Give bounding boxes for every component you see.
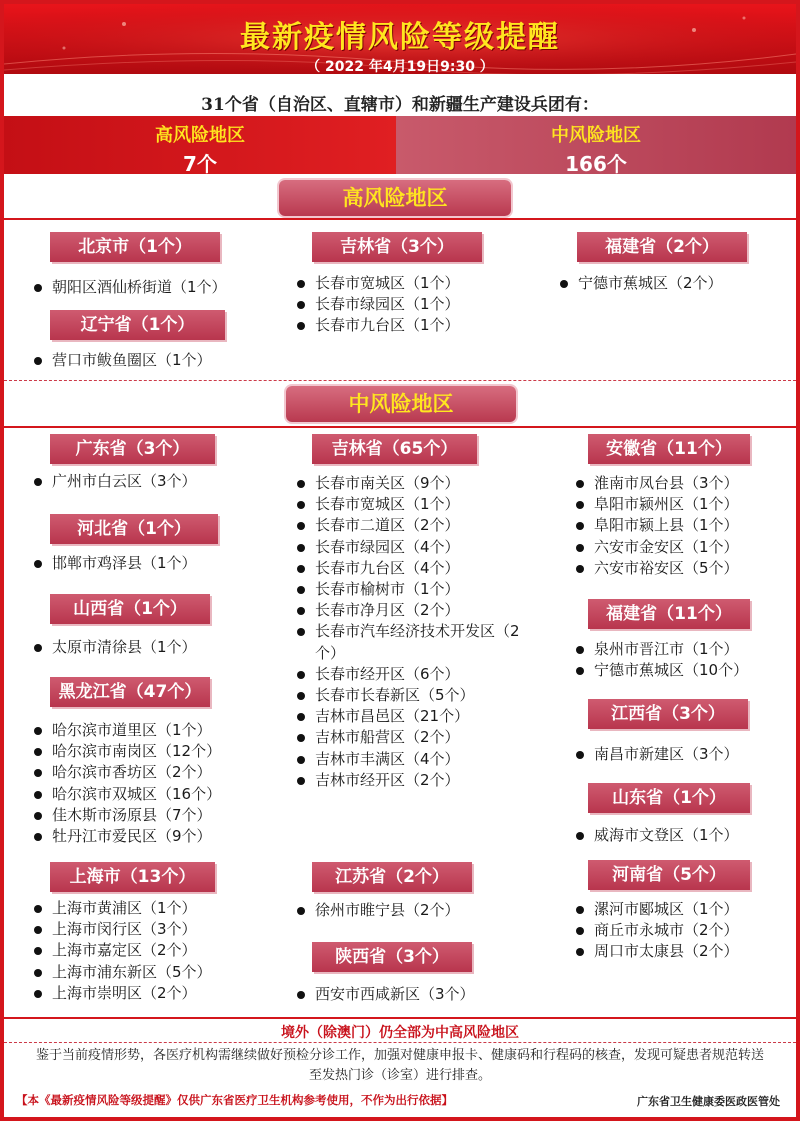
list-item: 太原市清徐县（1个）: [30, 637, 280, 658]
list-item: 上海市闵行区（3个）: [30, 919, 280, 940]
province-shandong: 山东省（1个）: [588, 783, 750, 813]
area-list-hebei: [30, 553, 280, 574]
section-divider: [4, 1017, 796, 1019]
overseas-notice: 境外（除澳门）仍全部为中高风险地区: [281, 1025, 519, 1041]
high-risk-summary-label: 高风险地区: [155, 125, 245, 146]
issuer: 广东省卫生健康委医政医管处: [637, 1095, 780, 1108]
list-item: 长春市宽城区（1个）: [293, 494, 533, 515]
guidance-notice: 鉴于当前疫情形势，各医疗机构需继续做好预检分诊工作，加强对健康申报卡、健康码和行程码的核查，发现可疑患者规范转送至发热门诊（诊室）进行排查。: [35, 1048, 764, 1083]
list-item: 商丘市永城市（2个）: [572, 920, 792, 941]
update-time: （ 2022 年4月19日9:30 ）: [306, 59, 494, 74]
list-item: 南昌市新建区（3个）: [572, 744, 792, 765]
list-item: 徐州市睢宁县（2个）: [293, 900, 533, 921]
list-item: 佳木斯市汤原县（7个）: [30, 805, 280, 826]
summary-subtitle: 31个省（自治区、直辖市）和新疆生产建设兵团有：: [201, 95, 599, 115]
page-title: 最新疫情风险等级提醒: [240, 20, 560, 55]
area-list-jilin-high: [293, 273, 543, 337]
list-item: 六安市金安区（1个）: [572, 537, 792, 558]
list-item: 长春市绿园区（1个）: [293, 294, 543, 315]
list-item: 长春市南关区（9个）: [293, 473, 533, 494]
list-item: 牡丹江市爱民区（9个）: [30, 826, 280, 847]
header-banner: [4, 4, 796, 74]
list-item: 长春市九台区（4个）: [293, 558, 533, 579]
area-list-anhui: [572, 473, 792, 579]
list-item: 吉林市经开区（2个）: [293, 770, 533, 791]
province-anhui: 安徽省（11个）: [588, 434, 750, 464]
area-list-liaoning: [30, 350, 280, 371]
area-list-henan: [572, 899, 792, 963]
medium-risk-summary: [396, 116, 796, 174]
province-fujian-medium: 福建省（11个）: [588, 599, 750, 629]
list-item: 宁德市蕉城区（2个）: [556, 273, 786, 294]
area-list-shanxi: [30, 637, 280, 658]
section-divider: [4, 218, 796, 220]
list-item: 上海市崇明区（2个）: [30, 983, 280, 1004]
list-item: 吉林市昌邑区（21个）: [293, 706, 533, 727]
list-item: 阜阳市颍州区（1个）: [572, 494, 792, 515]
area-list-jilin-medium: [293, 473, 533, 791]
high-risk-section-title: 高风险地区: [279, 180, 511, 216]
area-list-beijing: [30, 277, 280, 298]
area-list-fujian-high: [556, 273, 786, 294]
province-shanxi: 山西省（1个）: [50, 594, 210, 624]
section-divider: [4, 426, 796, 428]
list-item: 吉林市船营区（2个）: [293, 727, 533, 748]
list-item: 营口市鲅鱼圈区（1个）: [30, 350, 280, 371]
list-item: 上海市嘉定区（2个）: [30, 940, 280, 961]
list-item: 上海市浦东新区（5个）: [30, 962, 280, 983]
area-list-jiangsu: [293, 900, 533, 921]
area-list-shandong: [572, 825, 792, 846]
list-item: 长春市二道区（2个）: [293, 515, 533, 536]
list-item: 长春市净月区（2个）: [293, 600, 533, 621]
area-list-guangdong: [30, 471, 280, 492]
section-divider: [4, 380, 796, 381]
list-item: 哈尔滨市道里区（1个）: [30, 720, 280, 741]
list-item: 长春市汽车经济技术开发区（2个）: [293, 621, 533, 663]
province-shaanxi: 陕西省（3个）: [312, 942, 472, 972]
list-item: 吉林市丰满区（4个）: [293, 749, 533, 770]
province-fujian-high: 福建省（2个）: [577, 232, 747, 262]
province-liaoning: 辽宁省（1个）: [50, 310, 225, 340]
medium-risk-summary-count: 166个: [565, 152, 627, 176]
area-list-shaanxi: [293, 984, 533, 1005]
disclaimer: 【本《最新疫情风险等级提醒》仅供广东省医疗卫生机构参考使用，不作为出行依据】: [16, 1093, 453, 1107]
medium-risk-summary-label: 中风险地区: [551, 125, 641, 146]
list-item: 长春市九台区（1个）: [293, 315, 543, 336]
province-jilin-high: 吉林省（3个）: [312, 232, 482, 262]
area-list-shanghai: [30, 898, 280, 1004]
area-list-fujian-medium: [572, 639, 792, 681]
area-list-heilongjiang: [30, 720, 280, 847]
province-jilin-medium: 吉林省（65个）: [312, 434, 477, 464]
list-item: 威海市文登区（1个）: [572, 825, 792, 846]
list-item: 上海市黄浦区（1个）: [30, 898, 280, 919]
list-item: 淮南市凤台县（3个）: [572, 473, 792, 494]
list-item: 哈尔滨市南岗区（12个）: [30, 741, 280, 762]
list-item: 哈尔滨市双城区（16个）: [30, 784, 280, 805]
medium-risk-section-title: 中风险地区: [286, 386, 516, 422]
province-jiangsu: 江苏省（2个）: [312, 862, 472, 892]
list-item: 朝阳区酒仙桥街道（1个）: [30, 277, 280, 298]
list-item: 长春市绿园区（4个）: [293, 537, 533, 558]
list-item: 西安市西咸新区（3个）: [293, 984, 533, 1005]
province-heilongjiang: 黑龙江省（47个）: [50, 677, 210, 707]
list-item: 长春市长春新区（5个）: [293, 685, 533, 706]
list-item: 长春市经开区（6个）: [293, 664, 533, 685]
high-risk-summary: [4, 116, 396, 174]
province-jiangxi: 江西省（3个）: [588, 699, 748, 729]
list-item: 泉州市晋江市（1个）: [572, 639, 792, 660]
section-divider: [4, 1042, 796, 1043]
list-item: 长春市宽城区（1个）: [293, 273, 543, 294]
province-beijing: 北京市（1个）: [50, 232, 220, 262]
list-item: 邯郸市鸡泽县（1个）: [30, 553, 280, 574]
list-item: 广州市白云区（3个）: [30, 471, 280, 492]
high-risk-summary-count: 7个: [183, 152, 217, 176]
area-list-jiangxi: [572, 744, 792, 765]
province-shanghai: 上海市（13个）: [50, 862, 215, 892]
province-henan: 河南省（5个）: [588, 860, 750, 890]
list-item: 漯河市郾城区（1个）: [572, 899, 792, 920]
list-item: 长春市榆树市（1个）: [293, 579, 533, 600]
list-item: 哈尔滨市香坊区（2个）: [30, 762, 280, 783]
list-item: 六安市裕安区（5个）: [572, 558, 792, 579]
list-item: 宁德市蕉城区（10个）: [572, 660, 792, 681]
province-guangdong: 广东省（3个）: [50, 434, 215, 464]
list-item: 阜阳市颍上县（1个）: [572, 515, 792, 536]
list-item: 周口市太康县（2个）: [572, 941, 792, 962]
province-hebei: 河北省（1个）: [50, 514, 218, 544]
